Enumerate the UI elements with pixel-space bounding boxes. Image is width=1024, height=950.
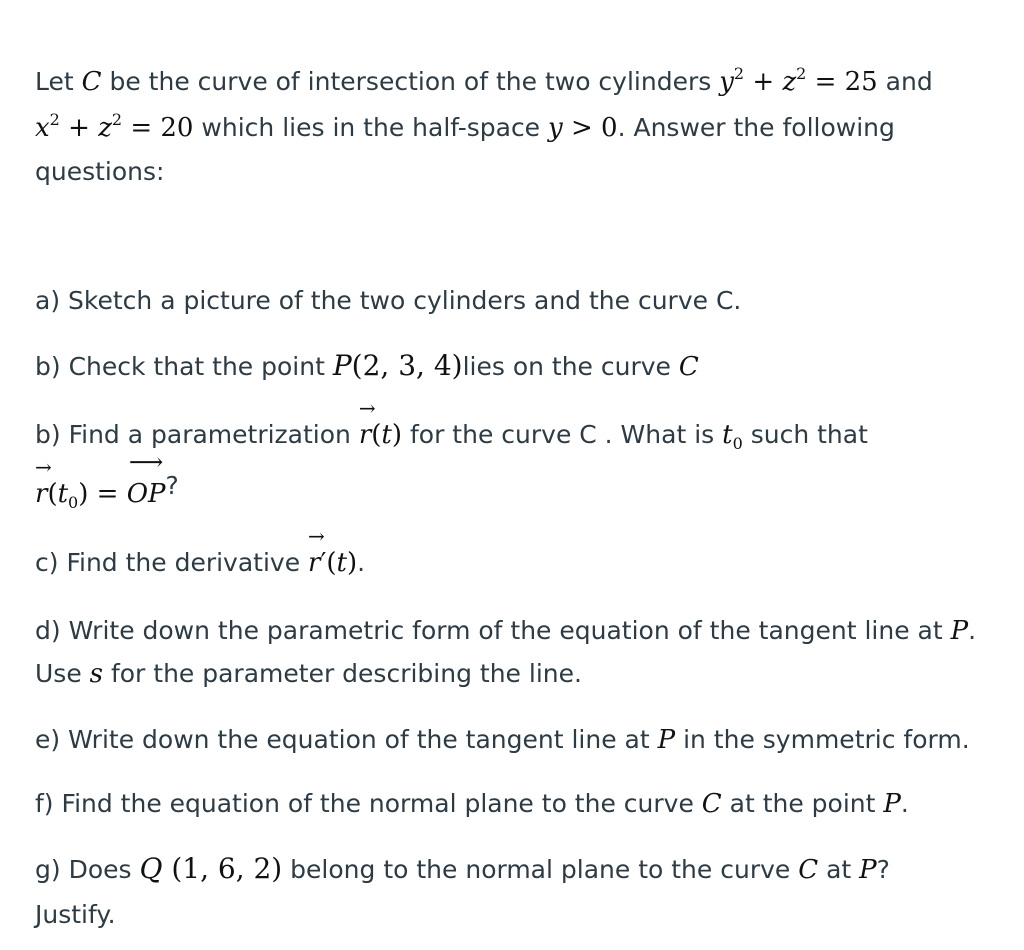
intro-text: questions: [35, 157, 165, 186]
intro-text: be the curve of intersection of the two cylinders [101, 67, 720, 96]
item-text: ? [165, 471, 179, 500]
item-text: g) Does [35, 855, 140, 884]
item-text: c) Find the derivative [35, 548, 309, 577]
item-a-text: a) Sketch a picture of the two cylinders and the curve C. [35, 286, 742, 315]
item-text: at the point [721, 789, 884, 818]
item-text: at [818, 855, 860, 884]
math-C: C [81, 67, 102, 97]
math-C: C [798, 855, 819, 885]
math-half-space: y > 0 [548, 113, 618, 143]
item-text: e) Write down the equation of the tangent line at [35, 725, 658, 754]
math-s: s [89, 659, 103, 689]
math-C: C [701, 789, 722, 819]
intro-line-1 [35, 60, 933, 104]
item-text: . [900, 789, 909, 818]
item-c [35, 541, 365, 585]
math-eq-cylinder-2: $x^2 + z^2 = 20$ [35, 110, 194, 143]
intro-text: which lies in the half-space [193, 113, 549, 142]
intro-text: . Answer the following [617, 113, 895, 142]
item-f [35, 782, 909, 826]
math-eq-cylinder-1: $y^2 + z^2 = 25$ [719, 64, 878, 97]
math-point-Q: Q (1, 6, 2) [139, 852, 283, 885]
item-text: for the curve C . What is [402, 420, 723, 449]
math-P: P [950, 616, 969, 646]
math-C: C [678, 352, 699, 382]
math-P: P [883, 789, 901, 819]
item-d-line-1 [35, 609, 976, 653]
item-text: b) Check that the point [35, 352, 333, 381]
item-e [35, 718, 970, 762]
item-text: belong to the normal plane to the curve [282, 855, 799, 884]
item-text: Use [35, 659, 90, 688]
item-b-check [35, 344, 699, 389]
item-text: lies on the curve [462, 352, 679, 381]
intro-line-2 [35, 106, 895, 150]
math-r-t0-eq-OP: → $r(t_0)$ = ⟶ OP [35, 479, 166, 509]
item-text: . [968, 616, 977, 645]
item-text: ? [876, 855, 890, 884]
item-text: Justify. [35, 900, 116, 929]
item-text: b) Find a parametrization [35, 420, 359, 449]
math-r-prime: → r′(t) [308, 548, 357, 578]
item-text: . [357, 548, 366, 577]
math-point-P: P(2, 3, 4) [332, 349, 463, 382]
item-b-param-line-2 [35, 472, 179, 516]
math-t0: $t_0$ [722, 420, 743, 453]
intro-line-3 [35, 150, 164, 194]
item-text: d) Write down the parametric form of the equation of the tangent line at [35, 616, 951, 645]
math-P: P [859, 855, 877, 885]
item-text: f) Find the equation of the normal plane to the curve [35, 789, 702, 818]
item-g-line-1 [35, 847, 890, 892]
item-g-line-2 [35, 893, 116, 937]
item-text: such that [742, 420, 868, 449]
math-r-of-t: → r(t) [359, 420, 402, 450]
intro-text: and [877, 67, 933, 96]
item-a [35, 279, 741, 323]
intro-text: Let [35, 67, 82, 96]
item-text: for the parameter describing the line. [103, 659, 582, 688]
item-text: in the symmetric form. [675, 725, 970, 754]
item-d-line-2 [35, 652, 582, 696]
math-P: P [657, 725, 676, 755]
